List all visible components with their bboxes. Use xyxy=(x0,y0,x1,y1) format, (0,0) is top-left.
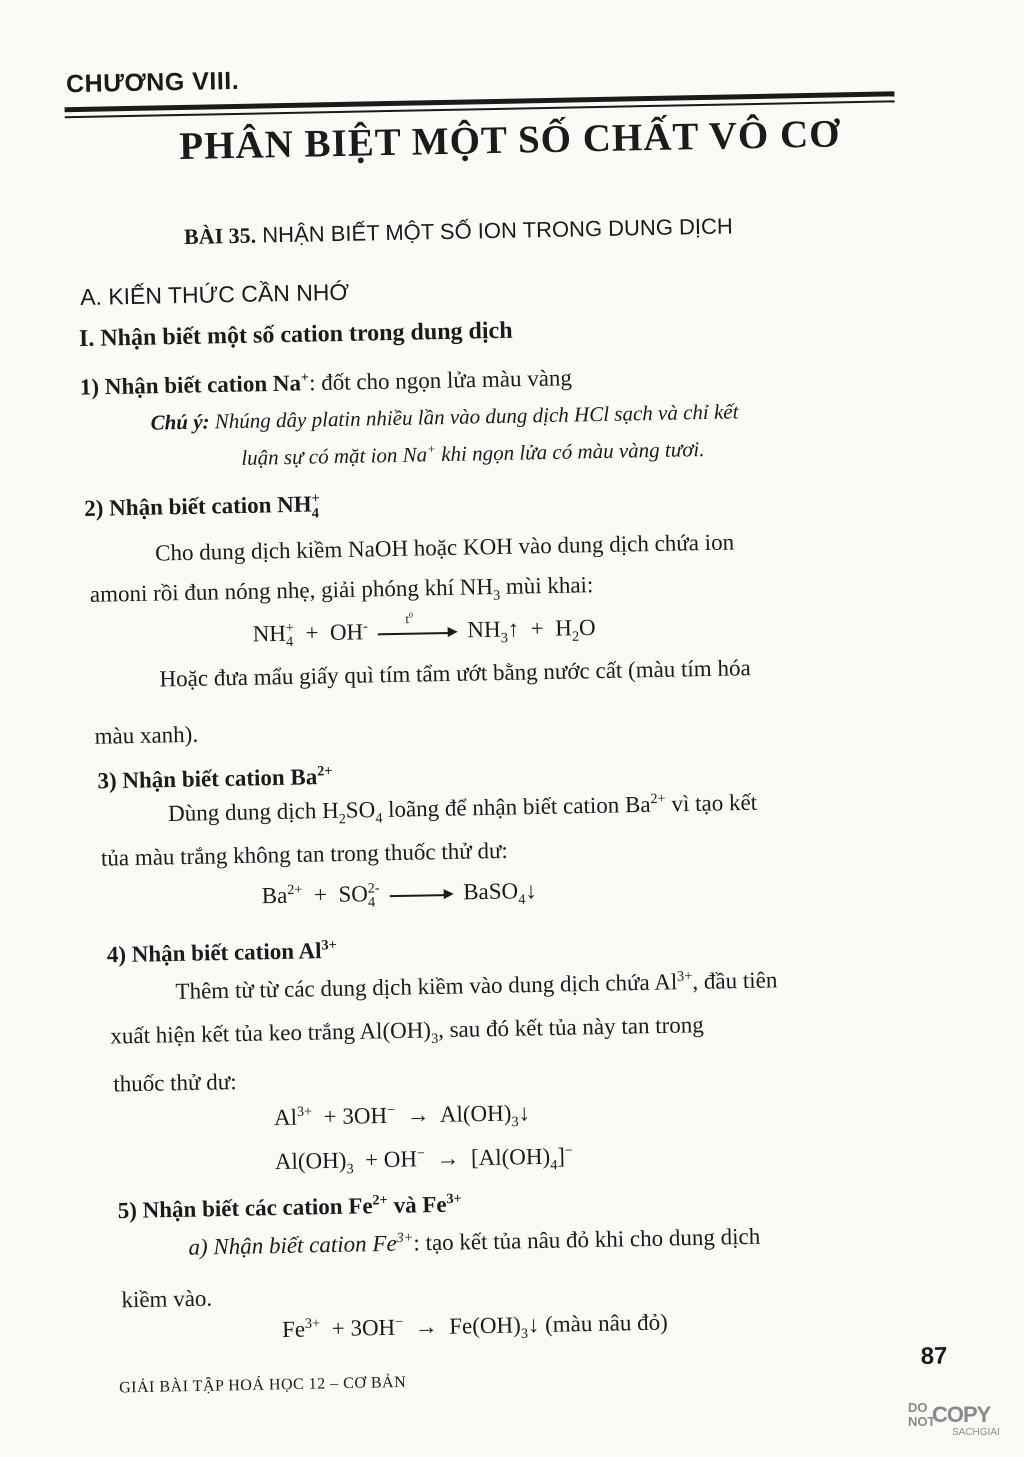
nh4-paragraph-1-line-1: Cho dung dịch kiềm NaOH hoặc KOH vào dung dịch chứa ion xyxy=(154,529,735,566)
equation-fe: $Fe^{3+} + 3OH^-$ → $Fe(OH)_3↓$ (màu nâu đỏ) xyxy=(281,1309,668,1342)
note-na-line-1: Chú ý: Nhúng dây platin nhiều lần vào dung dịch HCl sạch và chỉ kết xyxy=(150,399,739,435)
part-1-heading: I. Nhận biết một số cation trong dung dịch xyxy=(78,317,513,353)
lesson-number: BÀI 35. xyxy=(183,222,257,249)
reaction-arrow: $t^0$ xyxy=(378,622,458,644)
al-paragraph-line-3: thuốc thử dư: xyxy=(113,1069,237,1097)
nh4-paragraph-2-line-1: Hoặc đưa mẩu giấy quì tím tẩm ướt bằng nước cất (màu tím hóa xyxy=(159,655,751,692)
ba-paragraph-line-2: tủa màu trắng không tan trong thuốc thử dư: xyxy=(100,837,509,871)
heading-ba: 3) Nhận biết cation $Ba^{2+}$ xyxy=(97,763,333,794)
page-number: 87 xyxy=(920,1342,948,1371)
note-na-line-2: luận sự có mặt ion Na+ khi ngọn lửa có màu vàng tươi. xyxy=(241,437,705,470)
fe-paragraph-line-1: a) Nhận biết cation $Fe^{3+}$: tạo kết tủa nâu đỏ khi cho dung dịch xyxy=(188,1223,761,1260)
equation-al-2: $Al(OH)_3 + OH^- \to [Al(OH)_4]^-$ xyxy=(274,1142,574,1178)
fe-paragraph-line-2: kiềm vào. xyxy=(121,1285,213,1313)
heading-nh4: 2) Nhận biết cation NH + 4 xyxy=(84,490,320,522)
ba-paragraph-line-1: Dùng dung dịch $H_2SO_4$ loãng để nhận biết cation $Ba^{2+}$ vì tạo kết xyxy=(167,789,758,828)
lesson-heading xyxy=(184,213,733,250)
equation-ba: $Ba^{2+}$ + SO 2- 4 BaSO$_4$↓ xyxy=(261,877,537,911)
equation-nh4: NH + 4 + OH- $t^0$ $NH_3↑ + H_2O$ xyxy=(252,611,596,651)
page-footer: GIẢI BÀI TẬP HOÁ HỌC 12 – CƠ BẢN xyxy=(118,1373,407,1397)
chapter-title: PHÂN BIỆT MỘT SỐ CHẤT VÔ CƠ xyxy=(178,112,841,169)
watermark-logo: DO NOT COPY SACHGIAI xyxy=(908,1400,1000,1438)
note-label: Chú ý: xyxy=(150,409,210,435)
heading-na: 1) Nhận biết cation Na+: đốt cho ngọn lửa màu vàng xyxy=(79,365,573,400)
lesson-name: NHẬN BIẾT MỘT SỐ ION TRONG DUNG DỊCH xyxy=(262,213,734,248)
reaction-arrow xyxy=(389,884,453,905)
nh4-paragraph-2-line-2: màu xanh). xyxy=(94,721,199,749)
heading-al: 4) Nhận biết cation $Al^{3+}$ xyxy=(106,937,337,968)
chapter-label: CHƯƠNG VIII. xyxy=(65,66,240,99)
al-paragraph-line-2: xuất hiện kết tủa keo trắng $Al(OH)_3$, sau đó kết tủa này tan trong xyxy=(110,1012,704,1049)
al-paragraph-line-1: Thêm từ từ các dung dịch kiềm vào dung dịch chứa $Al^{3+}$, đầu tiên xyxy=(175,967,778,1004)
nh4-paragraph-1-line-2: amoni rồi đun nóng nhẹ, giải phóng khí $NH_3$ mùi khai: xyxy=(89,572,594,607)
heading-fe: 5) Nhận biết các cation $Fe^{2+}$ và $Fe^{3+}$ xyxy=(117,1190,462,1224)
section-a-heading: A. KIẾN THỨC CẦN NHỚ xyxy=(79,278,350,310)
equation-al-1: $Al^{3+} + 3OH^-$ → $Al(OH)_3↓$ xyxy=(273,1100,531,1131)
